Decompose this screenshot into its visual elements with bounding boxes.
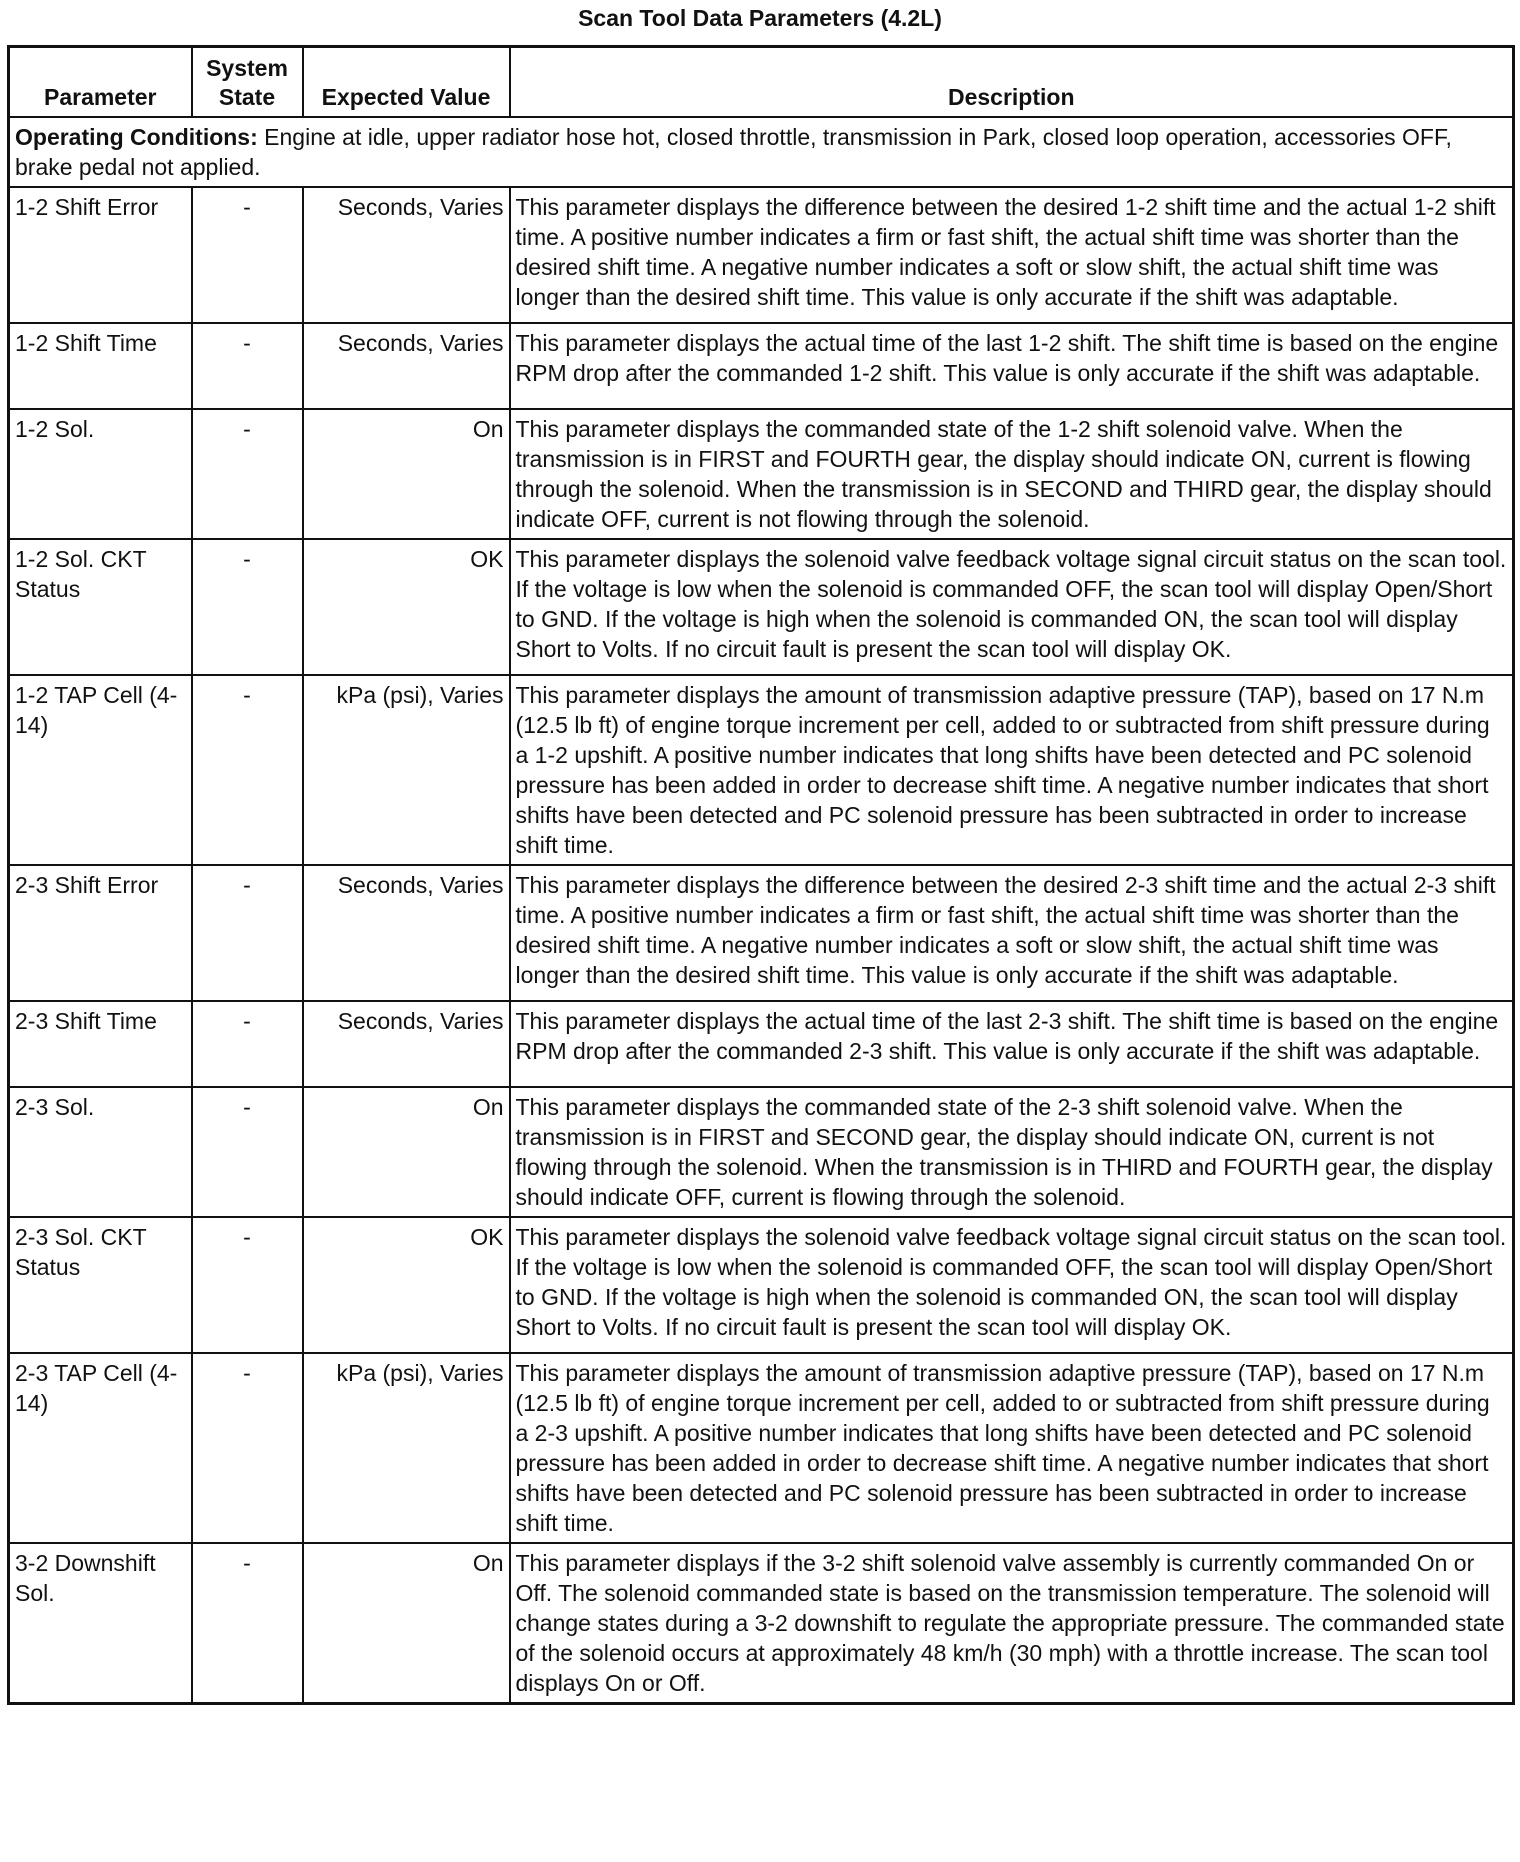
cell-parameter: 1-2 Shift Error (9, 187, 192, 323)
cell-parameter: 2-3 Sol. CKT Status (9, 1217, 192, 1353)
header-parameter: Parameter (9, 47, 192, 118)
table-row (9, 1543, 1514, 1704)
cell-system-state: - (192, 1543, 303, 1704)
cell-parameter: 1-2 Sol. (9, 409, 192, 539)
cell-system-state: - (192, 539, 303, 675)
cell-description: This parameter displays the solenoid valve feedback voltage signal circuit status on the scan tool. If the voltage is low when the solenoid is commanded OFF, the scan tool will display Open/Short to GND. If the voltage is high when the solenoid is commanded ON, the scan tool will display Short to Volts. If no circuit fault is present the scan tool will display OK. (510, 539, 1514, 675)
table-row (9, 1001, 1514, 1087)
table-row (9, 409, 1514, 539)
table-row (9, 323, 1514, 409)
cell-description: This parameter displays the amount of transmission adaptive pressure (TAP), based on 17 N.m (12.5 lb ft) of engine torque increment per cell, added to or subtracted from shift pressure during a 2-3 upshift. A positive number indicates that long shifts have been detected and PC solenoid pressure has been added in order to decrease shift time. A negative number indicates that short shifts have been detected and PC solenoid pressure has been subtracted in order to increase shift time. (510, 1353, 1514, 1543)
table-row (9, 539, 1514, 675)
operating-conditions-text: Engine at idle, upper radiator hose hot, closed throttle, transmission in Park, closed loop operation, accessories OFF, brake pedal not applied. (15, 124, 1452, 180)
cell-system-state: - (192, 323, 303, 409)
table-row (9, 1353, 1514, 1543)
cell-description: This parameter displays the actual time of the last 1-2 shift. The shift time is based on the engine RPM drop after the commanded 1-2 shift. This value is only accurate if the shift was adaptable. (510, 323, 1514, 409)
cell-description: This parameter displays the commanded state of the 1-2 shift solenoid valve. When the transmission is in FIRST and FOURTH gear, the display should indicate ON, current is flowing through the solenoid. When the transmission is in SECOND and THIRD gear, the display should indicate OFF, current is not flowing through the solenoid. (510, 409, 1514, 539)
table-row (9, 1217, 1514, 1353)
cell-system-state: - (192, 1353, 303, 1543)
cell-parameter: 3-2 Downshift Sol. (9, 1543, 192, 1704)
cell-expected-value: Seconds, Varies (303, 187, 510, 323)
page-title: Scan Tool Data Parameters (4.2L) (578, 5, 942, 31)
operating-conditions-row (9, 117, 1514, 187)
cell-expected-value: On (303, 1543, 510, 1704)
cell-expected-value: OK (303, 539, 510, 675)
cell-expected-value: Seconds, Varies (303, 323, 510, 409)
cell-parameter: 2-3 Shift Error (9, 865, 192, 1001)
cell-system-state: - (192, 1087, 303, 1217)
cell-expected-value: Seconds, Varies (303, 1001, 510, 1087)
cell-expected-value: OK (303, 1217, 510, 1353)
table-header-row (9, 47, 1514, 118)
cell-parameter: 1-2 TAP Cell (4-14) (9, 675, 192, 865)
cell-parameter: 2-3 Shift Time (9, 1001, 192, 1087)
cell-expected-value: On (303, 409, 510, 539)
cell-system-state: - (192, 409, 303, 539)
cell-system-state: - (192, 187, 303, 323)
operating-conditions (9, 117, 1514, 187)
cell-parameter: 2-3 Sol. (9, 1087, 192, 1217)
header-expected-value: Expected Value (303, 47, 510, 118)
cell-system-state: - (192, 1001, 303, 1087)
header-system-state: System State (192, 47, 303, 118)
table-row (9, 1087, 1514, 1217)
cell-expected-value: On (303, 1087, 510, 1217)
cell-parameter: 2-3 TAP Cell (4-14) (9, 1353, 192, 1543)
cell-system-state: - (192, 1217, 303, 1353)
cell-expected-value: kPa (psi), Varies (303, 1353, 510, 1543)
cell-description: This parameter displays the amount of transmission adaptive pressure (TAP), based on 17 N.m (12.5 lb ft) of engine torque increment per cell, added to or subtracted from shift pressure during a 1-2 upshift. A positive number indicates that long shifts have been detected and PC solenoid pressure has been added in order to decrease shift time. A negative number indicates that short shifts have been detected and PC solenoid pressure has been subtracted in order to increase shift time. (510, 675, 1514, 865)
cell-expected-value: Seconds, Varies (303, 865, 510, 1001)
cell-description: This parameter displays if the 3-2 shift solenoid valve assembly is currently commanded On or Off. The solenoid commanded state is based on the transmission temperature. The solenoid will change states during a 3-2 downshift to regulate the appropriate pressure. The commanded state of the solenoid occurs at approximately 48 km/h (30 mph) with a throttle increase. The scan tool displays On or Off. (510, 1543, 1514, 1704)
cell-system-state: - (192, 865, 303, 1001)
cell-description: This parameter displays the actual time of the last 2-3 shift. The shift time is based on the engine RPM drop after the commanded 2-3 shift. This value is only accurate if the shift was adaptable. (510, 1001, 1514, 1087)
table-row (9, 187, 1514, 323)
cell-description: This parameter displays the solenoid valve feedback voltage signal circuit status on the scan tool. If the voltage is low when the solenoid is commanded OFF, the scan tool will display Open/Short to GND. If the voltage is high when the solenoid is commanded ON, the scan tool will display Short to Volts. If no circuit fault is present the scan tool will display OK. (510, 1217, 1514, 1353)
cell-expected-value: kPa (psi), Varies (303, 675, 510, 865)
table-row (9, 675, 1514, 865)
cell-system-state: - (192, 675, 303, 865)
cell-description: This parameter displays the difference between the desired 1-2 shift time and the actual 1-2 shift time. A positive number indicates a firm or fast shift, the actual shift time was shorter than the desired shift time. A negative number indicates a soft or slow shift, the actual shift time was longer than the desired shift time. This value is only accurate if the shift was adaptable. (510, 187, 1514, 323)
cell-parameter: 1-2 Shift Time (9, 323, 192, 409)
cell-description: This parameter displays the difference between the desired 2-3 shift time and the actual 2-3 shift time. A positive number indicates a firm or fast shift, the actual shift time was shorter than the desired shift time. A negative number indicates a soft or slow shift, the actual shift time was longer than the desired shift time. This value is only accurate if the shift was adaptable. (510, 865, 1514, 1001)
cell-parameter: 1-2 Sol. CKT Status (9, 539, 192, 675)
header-description: Description (510, 47, 1514, 118)
operating-conditions-label: Operating Conditions: (15, 124, 258, 150)
scan-tool-data-table (7, 45, 1515, 1705)
table-row (9, 865, 1514, 1001)
cell-description: This parameter displays the commanded state of the 2-3 shift solenoid valve. When the transmission is in FIRST and SECOND gear, the display should indicate ON, current is not flowing through the solenoid. When the transmission is in THIRD and FOURTH gear, the display should indicate OFF, current is flowing through the solenoid. (510, 1087, 1514, 1217)
